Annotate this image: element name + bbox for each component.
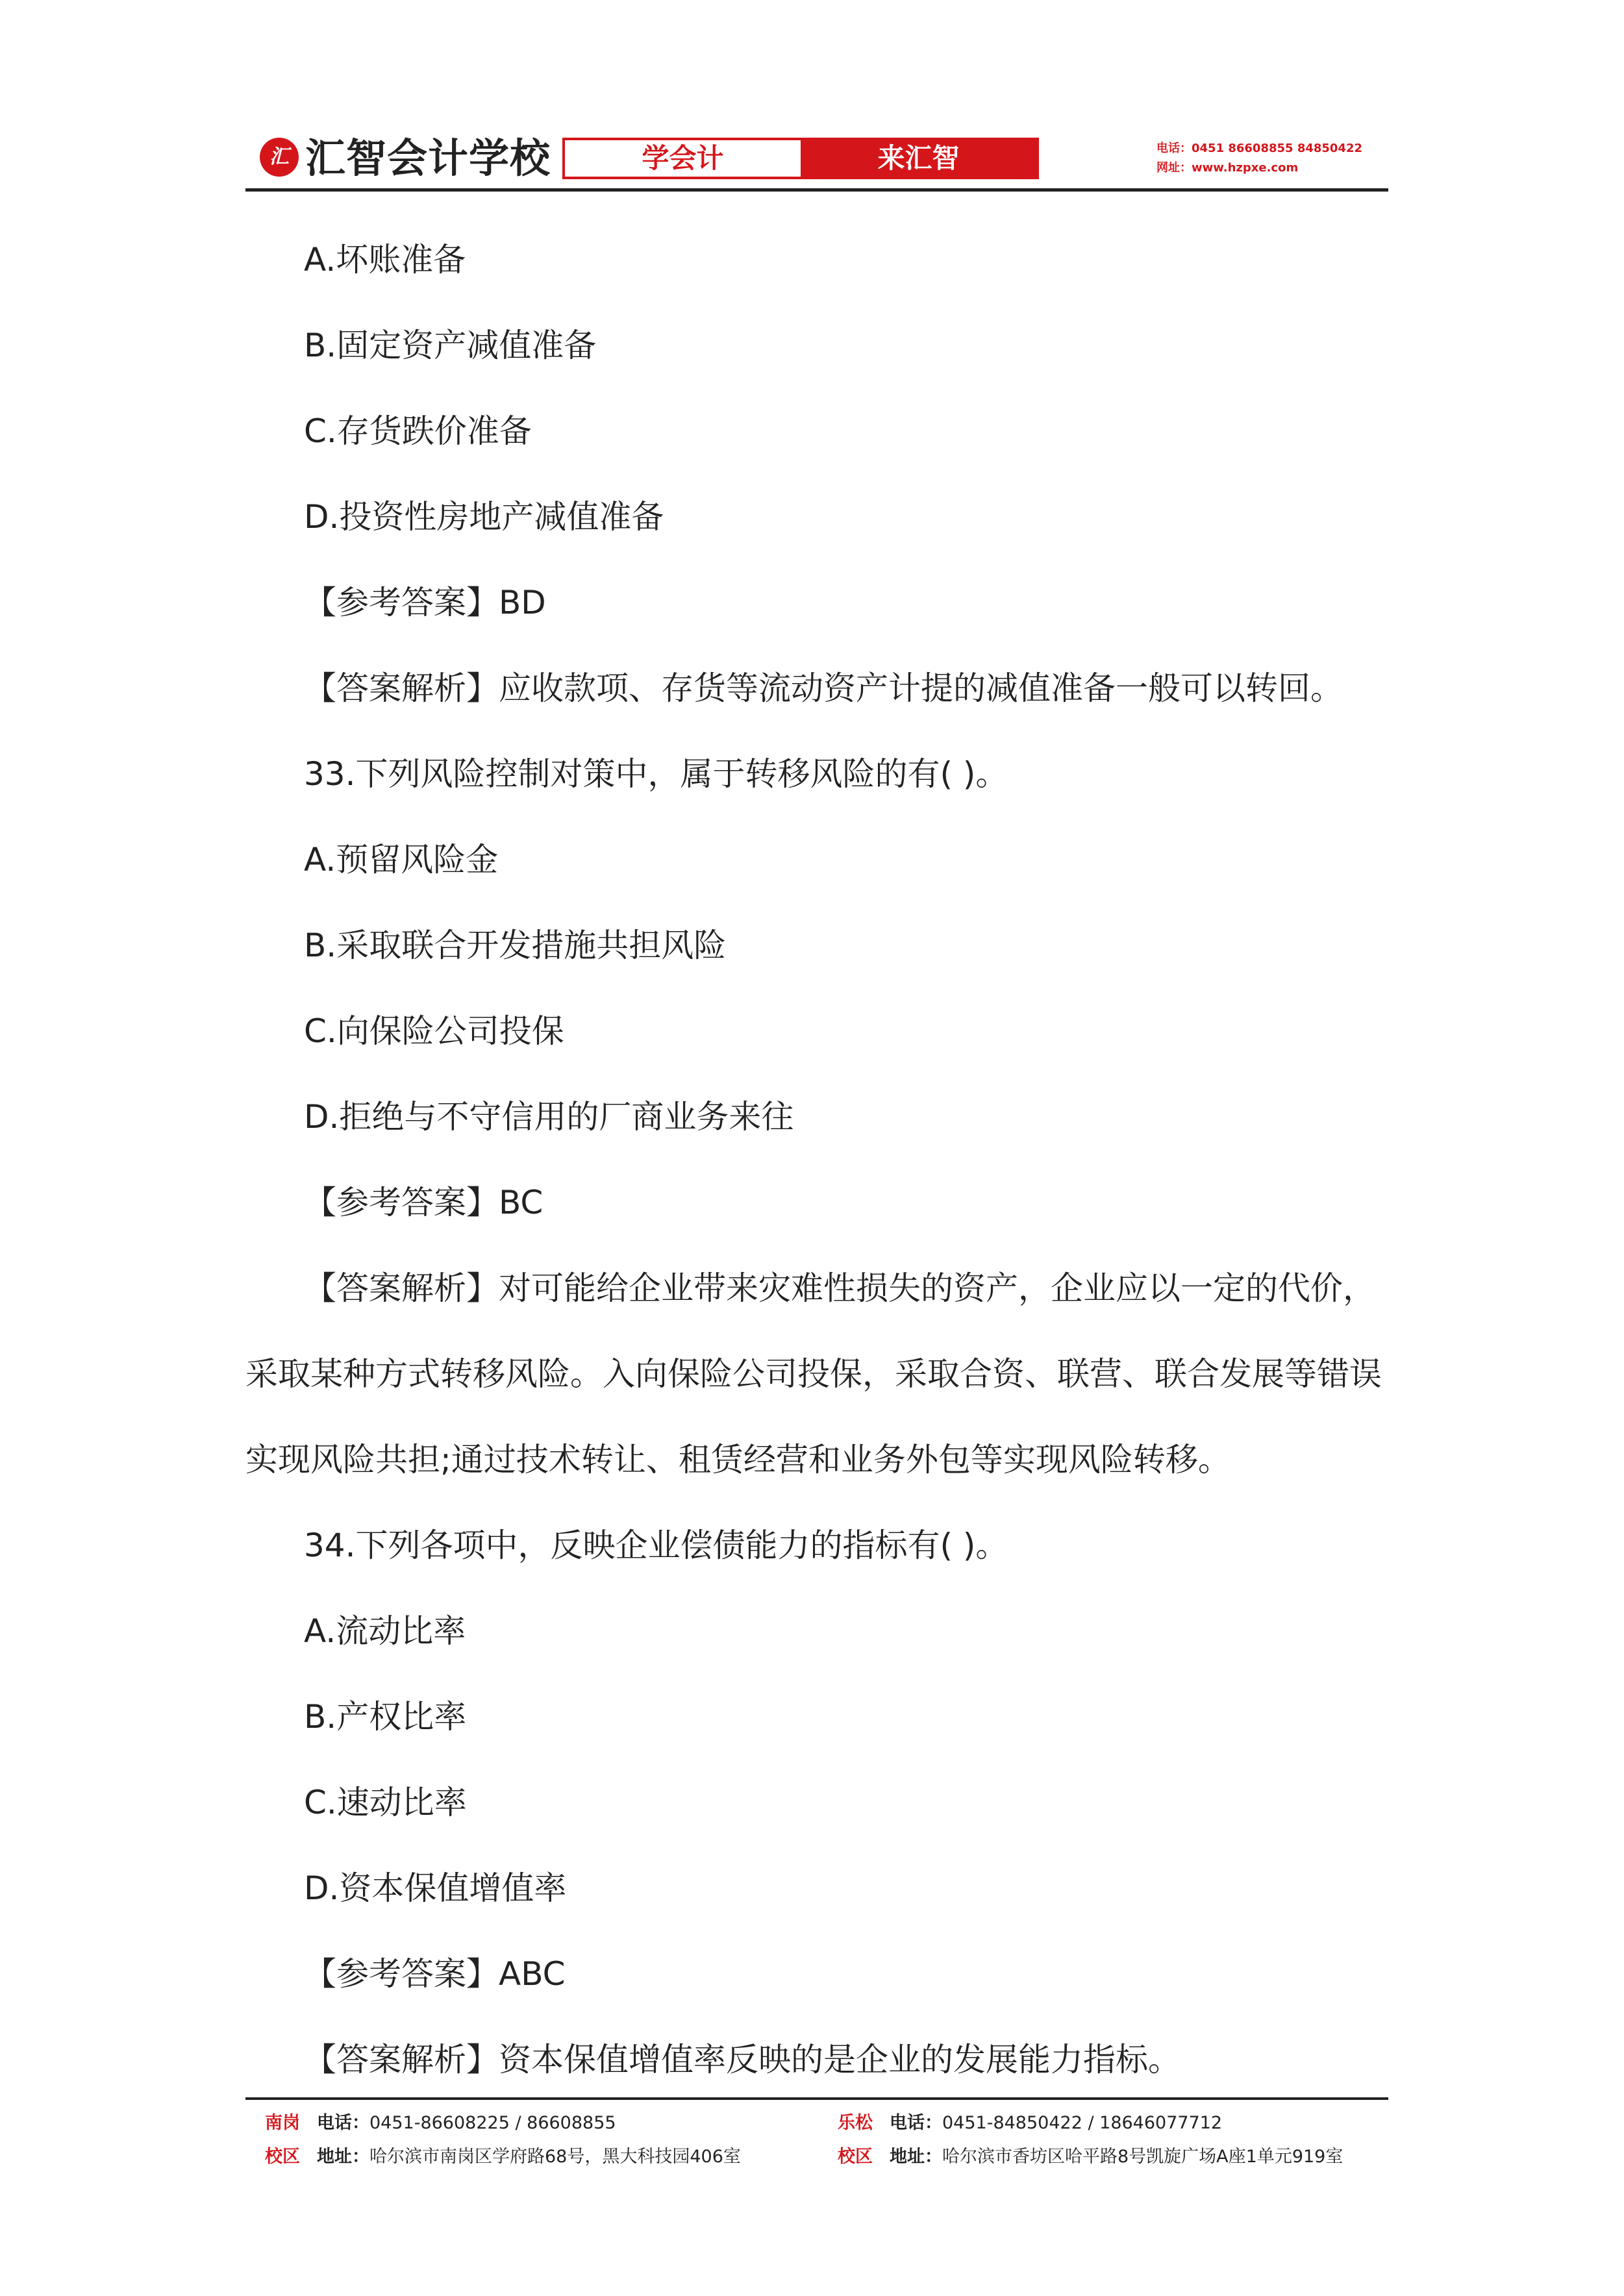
q33-option-a: A.预留风险金 <box>304 841 499 879</box>
school-name: 汇智会计学校 <box>305 134 551 182</box>
q34-option-c: C.速动比率 <box>304 1784 467 1821</box>
slogan-right: 来汇智 <box>801 140 1036 177</box>
campus-name-bottom: 校区 <box>265 2147 300 2167</box>
explanation-32: 【答案解析】应收款项、存货等流动资产计提的减值准备一般可以转回。 <box>304 669 1343 707</box>
option-c-inventory: C.存货跌价准备 <box>304 412 532 450</box>
header-contact <box>1156 139 1388 178</box>
address-label: 地址： <box>890 2147 942 2167</box>
explanation-34: 【答案解析】资本保值增值率反映的是企业的发展能力指标。 <box>304 2041 1181 2078</box>
option-a-bad-debt: A.坏账准备 <box>304 241 466 279</box>
header-website: 网址：www.hzpxe.com <box>1156 161 1299 175</box>
explanation-33-line3: 实现风险共担;通过技术转让、租赁经营和业务外包等实现风险转移。 <box>245 1441 1230 1479</box>
campus-name-bottom: 校区 <box>838 2147 873 2167</box>
q34-option-a: A.流动比率 <box>304 1612 466 1650</box>
q33-option-b: B.采取联合开发措施共担风险 <box>304 927 727 964</box>
q33-option-d: D.拒绝与不守信用的厂商业务来往 <box>304 1098 794 1136</box>
answer-32: 【参考答案】BD <box>304 584 546 621</box>
campus-name-top: 南岗 <box>265 2113 300 2133</box>
explanation-33-line1: 【答案解析】对可能给企业带来灾难性损失的资产，企业应以一定的代价， <box>304 1269 1375 1307</box>
option-b-fixed-asset: B.固定资产减值准备 <box>304 327 597 364</box>
header-phone: 电话：0451 86608855 84850422 <box>1156 142 1363 155</box>
question-33: 33.下列风险控制对策中，属于转移风险的有( )。 <box>304 755 1008 793</box>
page-footer <box>245 2106 1388 2178</box>
address-text: 哈尔滨市南岗区学府路68号，黑大科技园406室 <box>369 2147 741 2167</box>
phone-label: 电话： <box>317 2113 369 2133</box>
option-d-investment-property: D.投资性房地产减值准备 <box>304 498 664 536</box>
page-header <box>245 130 1388 192</box>
answer-34: 【参考答案】ABC <box>304 1955 566 1993</box>
q34-option-d: D.资本保值增值率 <box>304 1869 567 1907</box>
question-34: 34.下列各项中，反映企业偿债能力的指标有( )。 <box>304 1527 1008 1564</box>
footer-divider <box>245 2097 1388 2100</box>
q33-option-c: C.向保险公司投保 <box>304 1012 564 1050</box>
slogan-left: 学会计 <box>565 140 801 177</box>
phone-number: 0451-86608225 / 86608855 <box>369 2113 616 2133</box>
phone-label: 电话： <box>890 2113 942 2133</box>
address-label: 地址： <box>317 2147 369 2167</box>
school-logo-icon: 汇 <box>260 138 299 177</box>
campus-name-top: 乐松 <box>838 2113 873 2133</box>
footer-campus-lesong <box>838 2106 1343 2174</box>
footer-campus-nangang <box>265 2106 741 2174</box>
explanation-33-line2: 采取某种方式转移风险。入向保险公司投保，采取合资、联营、联合发展等错误 <box>245 1355 1382 1393</box>
document-body <box>245 217 1388 2103</box>
slogan-banner <box>562 138 1039 179</box>
phone-number: 0451-84850422 / 18646077712 <box>942 2113 1223 2133</box>
header-divider <box>245 188 1388 192</box>
q34-option-b: B.产权比率 <box>304 1698 467 1736</box>
answer-33: 【参考答案】BC <box>304 1184 543 1221</box>
address-text: 哈尔滨市香坊区哈平路8号凯旋广场A座1单元919室 <box>942 2147 1343 2167</box>
